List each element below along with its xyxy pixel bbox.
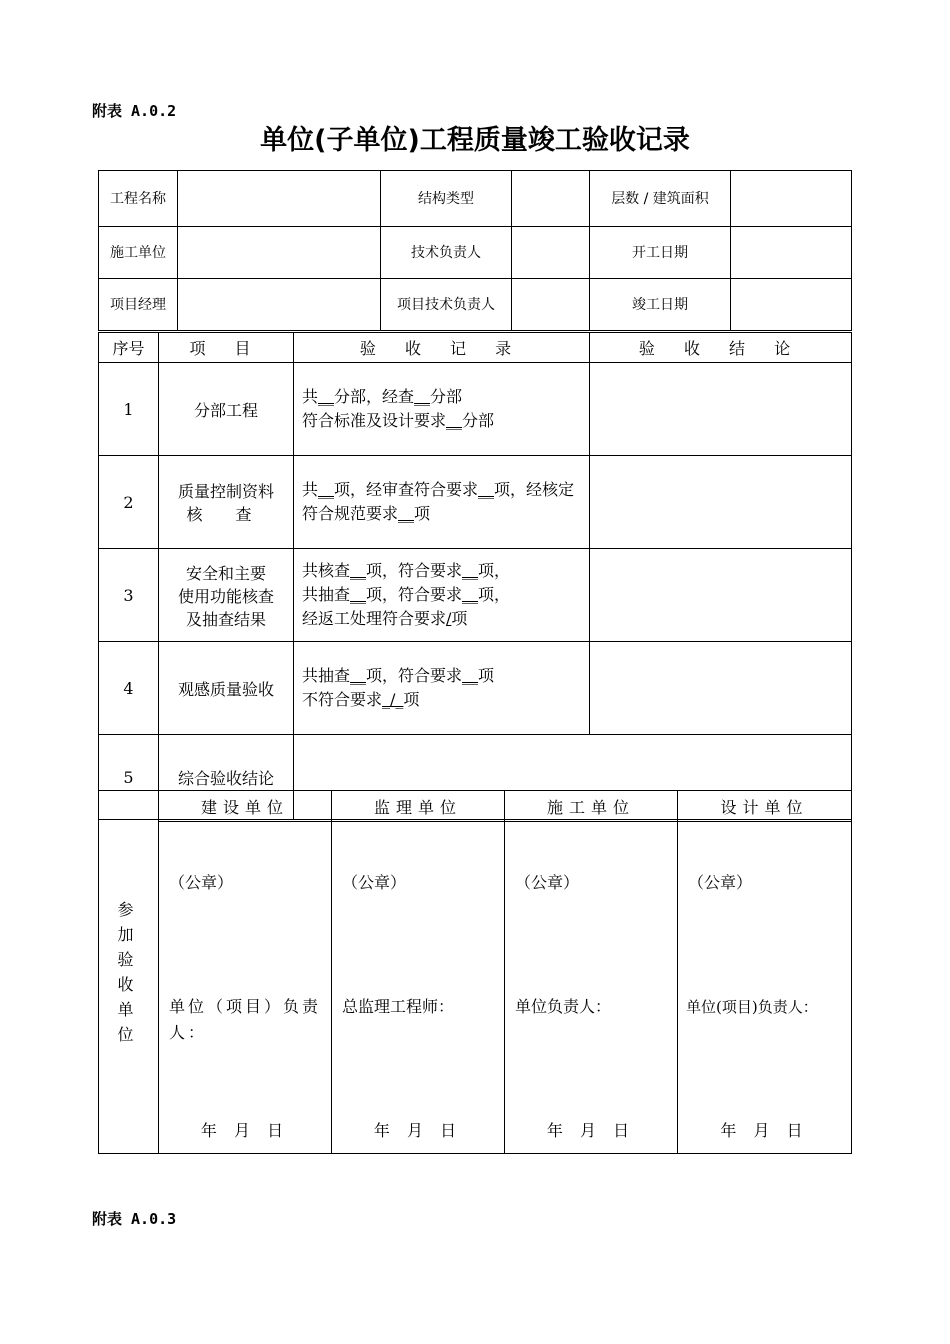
date-label: 年 月 日 (720, 1121, 809, 1140)
acceptance-conclusion[interactable] (590, 456, 852, 549)
row-number: 4 (99, 642, 159, 735)
date-label: 年 月 日 (546, 1121, 636, 1140)
item-name: 观感质量验收 (159, 642, 294, 735)
date-label: 年 月 日 (200, 1121, 290, 1140)
construction-unit-field[interactable] (178, 227, 381, 279)
start-date-label: 开工日期 (590, 227, 731, 279)
signer-label: 总监理工程师： (342, 997, 455, 1016)
signer-label: 单位(项目)负责人： (686, 998, 818, 1016)
completion-date-field[interactable] (731, 279, 852, 331)
tech-lead-field[interactable] (512, 227, 590, 279)
contractor-signature-cell[interactable] (505, 822, 678, 1154)
owner-signature-cell[interactable] (159, 822, 332, 1154)
designer-signature-cell[interactable] (678, 822, 852, 1154)
row-number: 5 (99, 735, 159, 820)
supervisor-signature-cell[interactable] (332, 822, 505, 1154)
participating-units-table (98, 790, 852, 1154)
floors-area-field[interactable] (731, 171, 852, 227)
row-number: 2 (99, 456, 159, 549)
official-seal-label: （公章） (342, 873, 407, 892)
header-seq: 序号 (99, 333, 159, 363)
completion-date-label: 竣工日期 (590, 279, 731, 331)
unit-header-owner: 建设单位 (159, 791, 332, 822)
project-manager-field[interactable] (178, 279, 381, 331)
table-row (99, 549, 852, 642)
header-conclusion: 验 收 结 论 (590, 333, 852, 363)
table-row (99, 456, 852, 549)
item-name: 分部工程 (159, 363, 294, 456)
signer-label: 单位（项目）负责人： (169, 997, 322, 1042)
project-manager-label: 项目经理 (99, 279, 178, 331)
acceptance-record[interactable]: 共核查__项，符合要求__项， 共抽查__项，符合要求__项， 经返工处理符合要求/项 (294, 549, 590, 642)
acceptance-record[interactable]: 共__项，经审查符合要求__项，经核定符合规范要求__项 (294, 456, 590, 549)
structure-type-label: 结构类型 (381, 171, 512, 227)
structure-type-field[interactable] (512, 171, 590, 227)
acceptance-conclusion[interactable] (590, 549, 852, 642)
project-tech-lead-field[interactable] (512, 279, 590, 331)
row-number: 3 (99, 549, 159, 642)
header-item: 项 目 (159, 333, 294, 363)
floors-area-label: 层数 / 建筑面积 (590, 171, 731, 227)
signer-label: 单位负责人： (515, 997, 612, 1016)
table-row (99, 642, 852, 735)
table-row (99, 363, 852, 456)
item-name: 安全和主要 使用功能核查 及抽查结果 (159, 549, 294, 642)
project-name-label: 工程名称 (99, 171, 178, 227)
header-record: 验 收 记 录 (294, 333, 590, 363)
acceptance-conclusion[interactable] (590, 363, 852, 456)
item-name: 质量控制资料 核 查 (159, 456, 294, 549)
page-title: 单位(子单位)工程质量竣工验收记录 (260, 125, 690, 156)
official-seal-label: （公章） (688, 873, 753, 892)
item-name: 综合验收结论 (159, 735, 294, 820)
unit-header-designer: 设计单位 (678, 791, 852, 822)
project-name-field[interactable] (178, 171, 381, 227)
participating-units-label: 参 加 验 收 单 位 (99, 791, 159, 1154)
row-number: 1 (99, 363, 159, 456)
tech-lead-label: 技术负责人 (381, 227, 512, 279)
acceptance-conclusion[interactable] (590, 642, 852, 735)
appendix-label: 附表 A.0.2 (92, 102, 177, 120)
official-seal-label: （公章） (515, 873, 580, 892)
start-date-field[interactable] (731, 227, 852, 279)
unit-header-contractor: 施工单位 (505, 791, 678, 822)
construction-unit-label: 施工单位 (99, 227, 178, 279)
acceptance-record[interactable]: 共__分部，经查__分部 符合标准及设计要求__分部 (294, 363, 590, 456)
appendix-label: 附表 A.0.3 (92, 1210, 177, 1228)
acceptance-items-table (98, 332, 852, 820)
date-label: 年 月 日 (373, 1121, 463, 1140)
project-tech-lead-label: 项目技术负责人 (381, 279, 512, 331)
acceptance-record[interactable]: 共抽查__项，符合要求__项 不符合要求_/_项 (294, 642, 590, 735)
project-info-table (98, 170, 852, 331)
unit-header-supervisor: 监理单位 (332, 791, 505, 822)
official-seal-label: （公章） (169, 873, 234, 892)
